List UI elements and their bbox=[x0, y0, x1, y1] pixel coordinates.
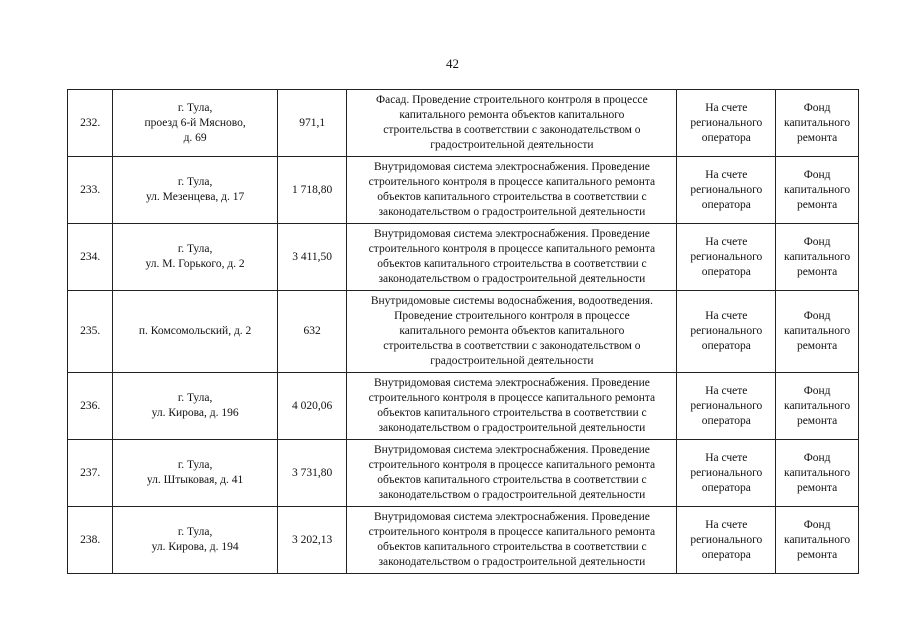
funding-source-cell: Фонд капитального ремонта bbox=[776, 90, 859, 157]
area-cell: 3 731,80 bbox=[277, 440, 347, 507]
work-description-cell: Фасад. Проведение строительного контроля в процессе капитального ремонта объектов капитального строительства в соответствии с законодательством о градостроительной деятельности bbox=[347, 90, 677, 157]
address-cell: г. Тула, ул. Штыковая, д. 41 bbox=[113, 440, 277, 507]
account-cell: На счете регионального оператора bbox=[677, 291, 776, 373]
row-number-cell: 238. bbox=[68, 507, 113, 574]
work-description-cell: Внутридомовая система электроснабжения. Проведение строительного контроля в процессе капитального ремонта объектов капитального строительства в соответствии с законодательством о градостроительной деятельности bbox=[347, 373, 677, 440]
address-cell: г. Тула, ул. М. Горького, д. 2 bbox=[113, 224, 277, 291]
funding-source-cell: Фонд капитального ремонта bbox=[776, 291, 859, 373]
table-body bbox=[68, 90, 859, 574]
address-cell: г. Тула, проезд 6-й Мясново, д. 69 bbox=[113, 90, 277, 157]
table-row bbox=[68, 90, 859, 157]
area-cell: 3 202,13 bbox=[277, 507, 347, 574]
table-row bbox=[68, 373, 859, 440]
work-description-cell: Внутридомовая система электроснабжения. Проведение строительного контроля в процессе капитального ремонта объектов капитального строительства в соответствии с законодательством о градостроительной деятельности bbox=[347, 507, 677, 574]
account-cell: На счете регионального оператора bbox=[677, 157, 776, 224]
account-cell: На счете регионального оператора bbox=[677, 507, 776, 574]
area-cell: 971,1 bbox=[277, 90, 347, 157]
work-description-cell: Внутридомовая система электроснабжения. Проведение строительного контроля в процессе капитального ремонта объектов капитального строительства в соответствии с законодательством о градостроительной деятельности bbox=[347, 157, 677, 224]
table-row bbox=[68, 291, 859, 373]
funding-source-cell: Фонд капитального ремонта bbox=[776, 440, 859, 507]
account-cell: На счете регионального оператора bbox=[677, 90, 776, 157]
row-number-cell: 233. bbox=[68, 157, 113, 224]
funding-source-cell: Фонд капитального ремонта bbox=[776, 157, 859, 224]
row-number-cell: 237. bbox=[68, 440, 113, 507]
area-cell: 632 bbox=[277, 291, 347, 373]
table-row bbox=[68, 157, 859, 224]
account-cell: На счете регионального оператора bbox=[677, 224, 776, 291]
table-row bbox=[68, 507, 859, 574]
area-cell: 3 411,50 bbox=[277, 224, 347, 291]
funding-source-cell: Фонд капитального ремонта bbox=[776, 507, 859, 574]
area-cell: 4 020,06 bbox=[277, 373, 347, 440]
address-cell: г. Тула, ул. Кирова, д. 194 bbox=[113, 507, 277, 574]
funding-source-cell: Фонд капитального ремонта bbox=[776, 373, 859, 440]
page-number: 42 bbox=[446, 56, 459, 71]
address-cell: г. Тула, ул. Мезенцева, д. 17 bbox=[113, 157, 277, 224]
table-row bbox=[68, 440, 859, 507]
address-cell: п. Комсомольский, д. 2 bbox=[113, 291, 277, 373]
row-number-cell: 232. bbox=[68, 90, 113, 157]
funding-source-cell: Фонд капитального ремонта bbox=[776, 224, 859, 291]
row-number-cell: 234. bbox=[68, 224, 113, 291]
account-cell: На счете регионального оператора bbox=[677, 440, 776, 507]
row-number-cell: 236. bbox=[68, 373, 113, 440]
address-cell: г. Тула, ул. Кирова, д. 196 bbox=[113, 373, 277, 440]
work-description-cell: Внутридомовые системы водоснабжения, водоотведения. Проведение строительного контроля в процессе капитального ремонта объектов капитального строительства в соответствии с законодательством о градостроительной деятельности bbox=[347, 291, 677, 373]
row-number-cell: 235. bbox=[68, 291, 113, 373]
work-description-cell: Внутридомовая система электроснабжения. Проведение строительного контроля в процессе капитального ремонта объектов капитального строительства в соответствии с законодательством о градостроительной деятельности bbox=[347, 224, 677, 291]
repair-works-table bbox=[67, 89, 859, 574]
work-description-cell: Внутридомовая система электроснабжения. Проведение строительного контроля в процессе капитального ремонта объектов капитального строительства в соответствии с законодательством о градостроительной деятельности bbox=[347, 440, 677, 507]
area-cell: 1 718,80 bbox=[277, 157, 347, 224]
table-row bbox=[68, 224, 859, 291]
account-cell: На счете регионального оператора bbox=[677, 373, 776, 440]
